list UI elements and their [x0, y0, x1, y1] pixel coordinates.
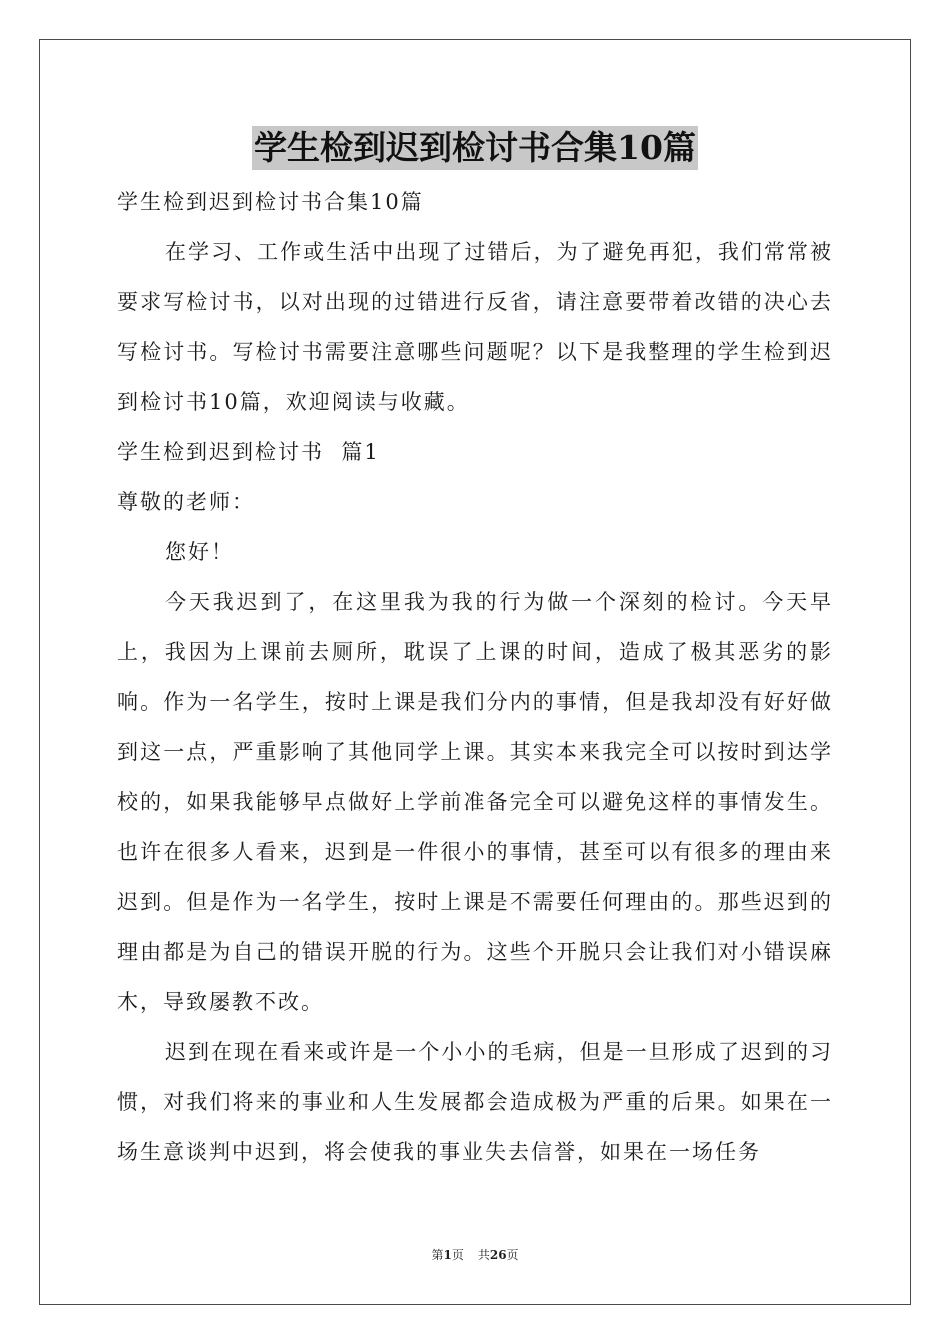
total-pages-number: 26 — [489, 1248, 507, 1262]
total-prefix: 共 — [477, 1248, 490, 1262]
section-heading: 学生检到迟到检讨书 篇1 — [117, 440, 380, 464]
document-body — [117, 177, 833, 1177]
greeting: 您好！ — [165, 540, 234, 564]
page-suffix: 页 — [451, 1248, 464, 1262]
title-container — [0, 126, 950, 170]
body-paragraph-2: 迟到在现在看来或许是一个小小的毛病，但是一旦形成了迟到的习惯，对我们将来的事业和人生发展都会造成极为严重的后果。如果在一场生意谈判中迟到，将会使我的事业失去信誉，如果在一场任务 — [117, 1040, 833, 1164]
intro-paragraph: 在学习、工作或生活中出现了过错后，为了避免再犯，我们常常被要求写检讨书，以对出现的过错进行反省，请注意要带着改错的决心去写检讨书。写检讨书需要注意哪些问题呢？以下是我整理的学生检到迟到检讨书10篇，欢迎阅读与收藏。 — [117, 240, 833, 414]
salutation: 尊敬的老师： — [117, 490, 255, 514]
current-page-number: 1 — [443, 1248, 452, 1262]
page-footer — [0, 1247, 950, 1263]
subtitle-line: 学生检到迟到检讨书合集10篇 — [117, 190, 424, 214]
document-title: 学生检到迟到检讨书合集10篇 — [252, 126, 698, 170]
body-paragraph-1: 今天我迟到了，在这里我为我的行为做一个深刻的检讨。今天早上，我因为上课前去厕所，耽误了上课的时间，造成了极其恶劣的影响。作为一名学生，按时上课是我们分内的事情，但是我却没有好好做到这一点，严重影响了其他同学上课。其实本来我完全可以按时到达学校的，如果我能够早点做好上学前准备完全可以避免这样的事情发生。也许在很多人看来，迟到是一件很小的事情，甚至可以有很多的理由来迟到。但是作为一名学生，按时上课是不需要任何理由的。那些迟到的理由都是为自己的错误开脱的行为。这些个开脱只会让我们对小错误麻木，导致屡教不改。 — [117, 590, 833, 1014]
page-prefix: 第 — [431, 1248, 444, 1262]
total-suffix: 页 — [506, 1248, 519, 1262]
